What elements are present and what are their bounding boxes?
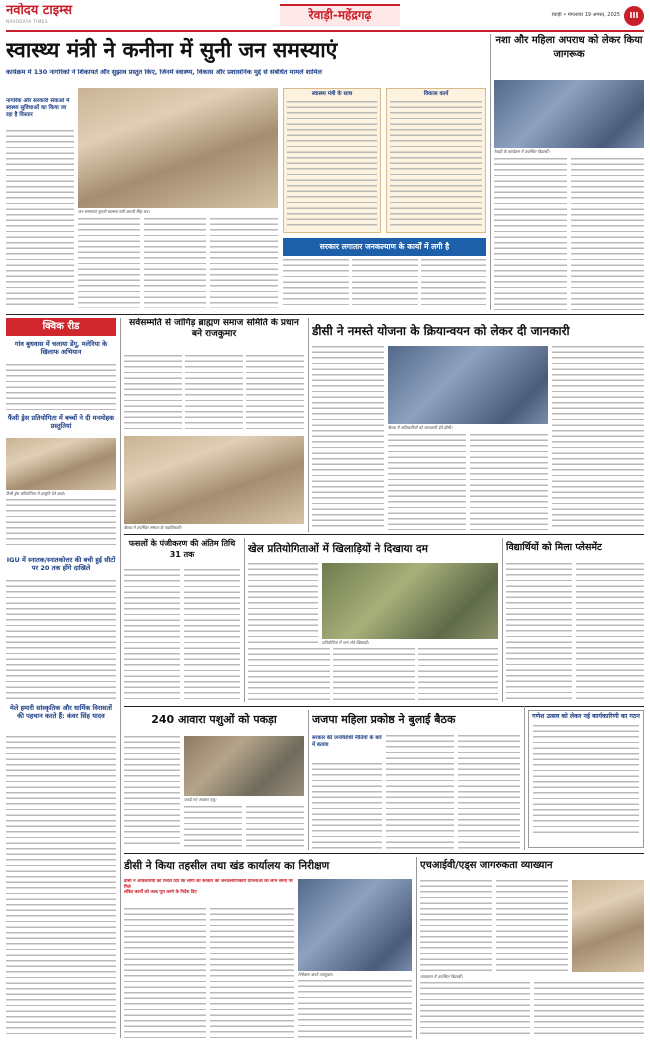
- sports-body-c: [333, 648, 415, 702]
- section-rule-2: [124, 534, 644, 535]
- dc-headline: डीसी ने नमस्ते योजना के क्रियान्वयन को लेकर दी जानकारी: [312, 324, 570, 338]
- tehsil-bullet-1: डीसी ने अधिकारियों को निर्देश दिए कि लोगों को सरकार की जनकल्याणकारी योजनाओं का लाभ समय पर मिले: [124, 879, 293, 890]
- lead-box-2-title: विकास कार्य: [423, 91, 449, 97]
- jjp-headline: जजपा महिला प्रकोष्ठ ने बुलाई बैठक: [312, 713, 456, 726]
- ganesh-body: [533, 725, 639, 833]
- dc-body-c: [470, 434, 548, 530]
- lead-body-col1: [6, 130, 74, 308]
- cattle-photo: [184, 736, 304, 796]
- lead-panel-body-c: [421, 259, 486, 309]
- lead-body-col4: [210, 218, 278, 308]
- jjp-divider: [524, 706, 525, 850]
- placement-body-a: [506, 563, 572, 701]
- hiv-caption: व्याख्यान में उपस्थित विद्यार्थी।: [420, 974, 463, 979]
- hiv-body-d: [534, 982, 644, 1038]
- cattle-divider: [308, 710, 309, 850]
- lead-body-col2: [78, 218, 140, 308]
- sports-headline: खेल प्रतियोगिताओं में खिलाड़ियों ने दिखाया दम: [248, 543, 428, 555]
- brahmin-caption: बैठक में उपस्थित समाज के पदाधिकारी।: [124, 525, 182, 530]
- sports-body-a: [248, 563, 318, 643]
- cattle-body-b: [184, 806, 242, 848]
- page-number: III: [629, 11, 639, 20]
- quick-read-label-box: [6, 318, 116, 336]
- hiv-body-b: [496, 880, 568, 972]
- quick-read-item-2-photo: [6, 438, 116, 490]
- crops-divider: [244, 538, 245, 702]
- top-right-caption: रेवाड़ी के कार्यक्रम में उपस्थित विद्यार्थी।: [494, 149, 550, 154]
- brahmin-headline: सर्वसम्मति से जांगिड़ ब्राह्मण समाज समिति के प्रधान बने राजकुमार: [129, 318, 299, 339]
- brand-sub: NAVODAYA TIMES: [6, 19, 49, 24]
- jjp-sub: सरकार की जनविरोधी नीतियों के बारे में बताया: [312, 735, 382, 748]
- quick-read-item-3-body: [6, 580, 116, 700]
- quick-read-item-2-head: फैंसी ड्रेस प्रतियोगिता में बच्चों ने दी मनमोहक प्रस्तुतियां: [7, 414, 115, 430]
- cattle-headline: 240 आवारा पशुओं को पकड़ा: [151, 713, 277, 726]
- brahmin-body-c: [246, 355, 304, 433]
- tehsil-divider: [416, 857, 417, 1039]
- lead-panel-banner: [283, 238, 486, 256]
- crops-body-a: [124, 569, 180, 701]
- ganesh-head: गणेश उत्सव को लेकर नई कार्यकारिणी का गठन: [532, 713, 640, 720]
- lead-side-head: नागरिक और सरकारी सेवाओं में स्वस्थ्य सुविधाओं का किया जा रहा है विस्तार: [6, 98, 70, 118]
- dc-body-a: [312, 346, 384, 530]
- dc-photo: [388, 346, 548, 424]
- cattle-body-a: [124, 736, 180, 848]
- placement-headline: विद्यार्थियों को मिला प्लेसमेंट: [506, 542, 602, 553]
- jjp-body-a: [312, 763, 382, 849]
- hiv-body-a: [420, 880, 492, 972]
- lead-panel-head: सरकार लगातार जनकल्याण के कार्यों में लगी है: [319, 242, 450, 251]
- date-line: रेवाड़ी • मंगलवार 19 अगस्त, 2025: [551, 12, 620, 18]
- sports-divider: [502, 538, 503, 702]
- quick-read-item-3-head: IGU में स्नातक/स्नातकोत्तर की बची हुई सीटों पर 20 तक होंगे दाखिले: [6, 556, 116, 572]
- hiv-photo: [572, 880, 644, 972]
- hiv-headline: एचआईवी/एड्स जागरुकता व्याख्यान: [420, 860, 553, 871]
- brand-block: [6, 3, 116, 27]
- sports-caption: प्रतियोगिता में भाग लेते खिलाड़ी।: [322, 640, 369, 645]
- lead-box-1-body: [287, 101, 377, 229]
- section-rule-3: [124, 706, 644, 707]
- section-rule-4: [124, 853, 644, 854]
- brahmin-body-b: [185, 355, 243, 433]
- brahmin-divider: [308, 318, 309, 532]
- top-right-body-a: [494, 158, 567, 310]
- crops-body-b: [184, 569, 240, 701]
- quick-read-item-4-body: [6, 736, 116, 1036]
- hiv-body-c: [420, 982, 530, 1038]
- tehsil-caption: निरीक्षण करते उपायुक्त।: [298, 972, 333, 977]
- lead-subhead: कार्यक्रम में 130 नागरिकों ने शिकायतें और सुझाव प्रस्तुत किए, जिनमें स्वास्थ्य, विकास और प्रशासनिक मुद्दे से संबंधित मामले शामिल: [6, 69, 322, 76]
- section-tab: [280, 4, 400, 26]
- jjp-body-b: [386, 735, 454, 849]
- lead-panel-body-a: [283, 259, 349, 309]
- quick-read-item-2-caption: फैंसी ड्रेस प्रतियोगिता में प्रस्तुति देते बच्चे।: [6, 491, 65, 496]
- quick-read-label: क्विक रीड: [42, 321, 80, 332]
- ganesh-box: [528, 710, 644, 848]
- quick-read-item-4-head: मेले हमारी सांस्कृतिक और धार्मिक विरासतों की पहचान करते हैं: कंवर सिंह यादव: [10, 704, 112, 720]
- quick-read-item-2-body: [6, 499, 116, 547]
- tehsil-photo: [298, 879, 412, 971]
- dc-body-d: [552, 346, 644, 530]
- sports-body-d: [418, 648, 498, 702]
- brahmin-body-a: [124, 355, 182, 433]
- lead-body-col3: [144, 218, 206, 308]
- tehsil-bullets: [124, 879, 294, 905]
- top-right-headline: नशा और महिला अपराध को लेकर किया जागरूक: [495, 35, 643, 60]
- lead-box-1: [283, 88, 381, 233]
- masthead: [0, 0, 650, 30]
- lead-photo-caption: जन समस्याएं सुनती स्वास्थ्य मंत्री आरती सिंह राव।: [78, 209, 150, 214]
- sports-photo: [322, 563, 498, 639]
- lead-panel-body-b: [352, 259, 418, 309]
- quick-read-item-1-head: गांव बुधवास में चलाया डेंगू, मलेरिया के खिलाफ अभियान: [14, 340, 108, 356]
- top-right-photo: [494, 80, 644, 148]
- dc-body-b: [388, 434, 466, 530]
- sports-body-b: [248, 648, 330, 702]
- tehsil-bullet-2: लंबित कार्यों को जल्द पूरा करने के निर्देश दिए: [124, 890, 197, 896]
- dc-caption: बैठक में अधिकारियों को जानकारी देते डीसी।: [388, 425, 453, 430]
- lead-box-1-title: स्वास्थ्य मंत्री के साथ: [311, 91, 353, 97]
- tehsil-body-b: [210, 908, 294, 1038]
- cattle-caption: पकड़े गए आवारा पशु।: [184, 797, 217, 802]
- jjp-body-c: [458, 735, 520, 849]
- placement-body-b: [576, 563, 644, 701]
- lead-box-2: [386, 88, 486, 233]
- cattle-body-c: [246, 806, 304, 848]
- top-right-divider: [490, 34, 491, 310]
- quick-read-divider: [120, 318, 121, 1038]
- tehsil-body-a: [124, 908, 206, 1038]
- quick-read-item-1-body: [6, 364, 116, 412]
- brand-logo: नवोदय टाइम्स: [6, 3, 73, 18]
- page-number-badge: [624, 6, 644, 26]
- tehsil-body-c: [298, 980, 412, 1038]
- crops-headline: फसलों के पंजीकरण की अंतिम तिथि 31 तक: [128, 539, 236, 559]
- top-right-body-b: [571, 158, 644, 310]
- lead-headline: स्वास्थ्य मंत्री ने कनीना में सुनी जन समस्याएं: [6, 38, 338, 62]
- lead-box-2-body: [390, 101, 482, 229]
- lead-photo: [78, 88, 278, 208]
- tehsil-headline: डीसी ने किया तहसील तथा खंड कार्यालय का निरीक्षण: [124, 860, 330, 872]
- section-rule-1: [6, 314, 644, 315]
- brahmin-photo: [124, 436, 304, 524]
- masthead-rule: [6, 30, 644, 32]
- section-title: रेवाड़ी-महेंद्रगढ़: [308, 8, 372, 22]
